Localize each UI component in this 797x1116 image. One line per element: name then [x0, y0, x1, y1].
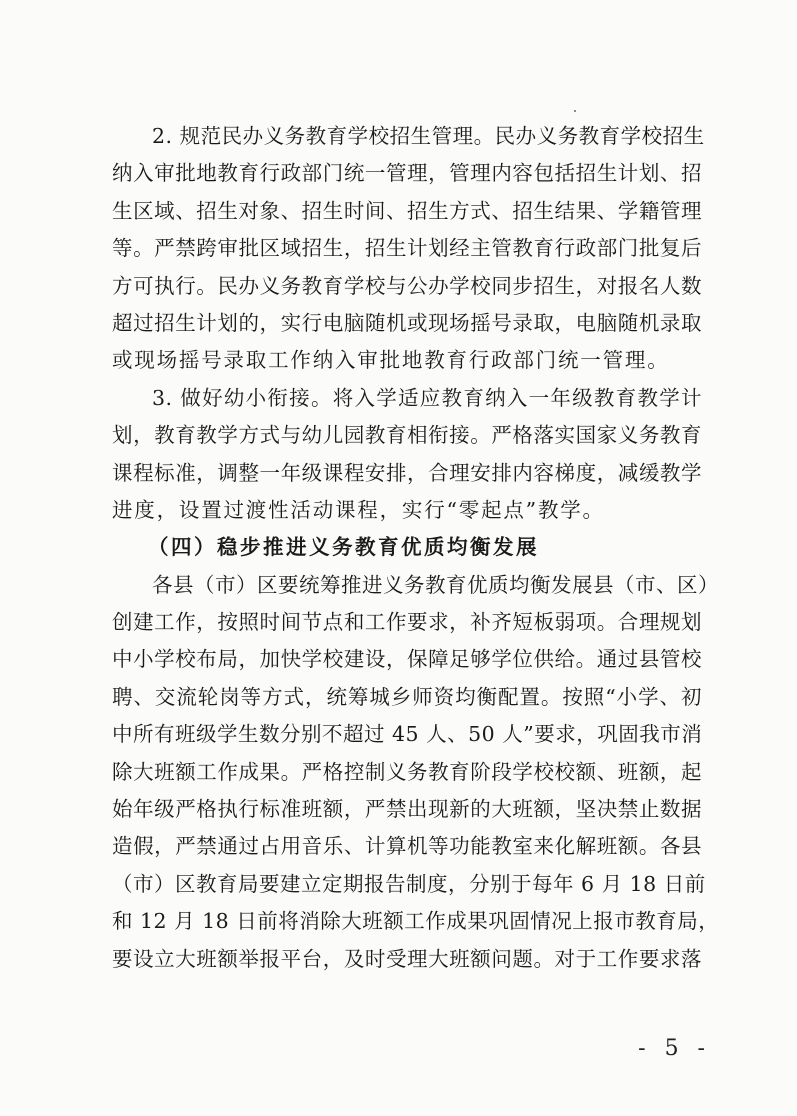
- paragraph-line: 中小学校布局，加快学校建设，保障足够学位供给。通过县管校: [112, 647, 702, 672]
- paragraph-line: 或现场摇号录取工作纳入审批地教育行政部门统一管理。: [112, 348, 670, 373]
- paragraph-line: 中所有班级学生数分别不超过 45 人、50 人”要求，巩固我市消: [112, 722, 703, 747]
- paragraph-line: 课程标准，调整一年级课程安排，合理安排内容梯度，减缓教学: [112, 460, 702, 485]
- paragraph-line: 各县（市）区要统筹推进义务教育优质均衡发展县（市、区）: [152, 572, 719, 597]
- paragraph-line: 方可执行。民办义务教育学校与公办学校同步招生，对报名人数: [112, 273, 702, 298]
- paragraph-line: 等。严禁跨审批区域招生，招生计划经主管教育行政部门批复后: [112, 236, 702, 261]
- paragraph-line: 创建工作，按照时间节点和工作要求，补齐短板弱项。合理规划: [112, 610, 702, 635]
- paragraph-line: 划，教育教学方式与幼儿园教育相衔接。严格落实国家义务教育: [112, 423, 702, 448]
- scan-speck: [574, 110, 576, 112]
- paragraph-line: 除大班额工作成果。严格控制义务教育阶段学校校额、班额，起: [112, 759, 702, 784]
- paragraph-line: （市）区教育局要建立定期报告制度，分别于每年 6 月 18 日前: [112, 871, 706, 896]
- paragraph-line: 要设立大班额举报平台，及时受理大班额问题。对于工作要求落: [112, 946, 702, 971]
- paragraph-line: 造假，严禁通过占用音乐、计算机等功能教室来化解班额。各县: [112, 834, 702, 859]
- paragraph-kindergarten-transition: [112, 380, 702, 530]
- paragraph-line: 3. 做好幼小衔接。将入学适应教育纳入一年级教育教学计: [152, 385, 702, 410]
- paragraph-enrollment-management: [112, 118, 705, 380]
- paragraph-line: 进度，设置过渡性活动课程，实行“零起点”教学。: [112, 497, 605, 522]
- paragraph-line: 和 12 月 18 日前将消除大班额工作成果巩固情况上报市教育局，: [112, 909, 720, 934]
- document-body: [112, 118, 720, 978]
- section-heading: （四）稳步推进义务教育优质均衡发展: [148, 535, 539, 560]
- paragraph-line: 始年级严格执行标准班额，严禁出现新的大班额，坚决禁止数据: [112, 797, 702, 822]
- page-number: - 5 -: [638, 1036, 711, 1061]
- paragraph-line: 2. 规范民办义务教育学校招生管理。民办义务教育学校招生: [152, 124, 705, 148]
- paragraph-balanced-development: [112, 567, 720, 978]
- paragraph-line: 生区域、招生对象、招生时间、招生方式、招生结果、学籍管理: [112, 198, 702, 223]
- paragraph-line: 纳入审批地教育行政部门统一管理，管理内容包括招生计划、招: [112, 161, 702, 186]
- paragraph-line: 聘、交流轮岗等方式，统筹城乡师资均衡配置。按照“小学、初: [112, 684, 702, 709]
- paragraph-line: 超过招生计划的，实行电脑随机或现场摇号录取，电脑随机录取: [112, 310, 702, 335]
